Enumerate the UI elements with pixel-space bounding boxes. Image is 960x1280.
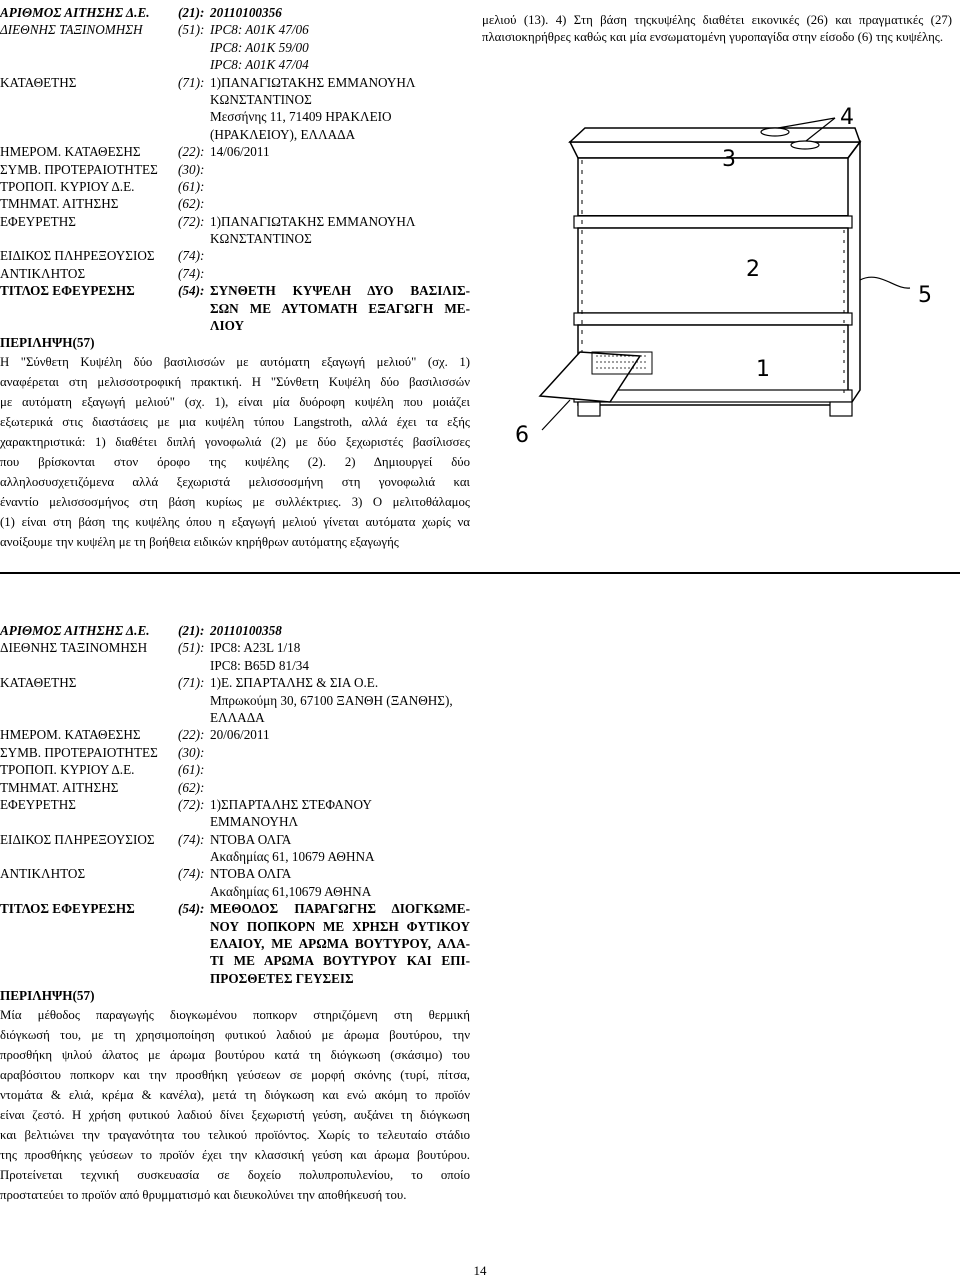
abstract-line: και βελτιώνει την τραγανότητα του τελικού προϊόντος. Χωρίς το τελευταίο στάδιο bbox=[0, 1127, 470, 1142]
ipc-code: (51): bbox=[178, 640, 205, 656]
priority-row bbox=[0, 744, 470, 761]
title-label: ΤΙΤΛΟΣ ΕΦΕΥΡΕΣΗΣ bbox=[0, 283, 135, 299]
inventor-code: (72): bbox=[178, 213, 205, 229]
abstract-continued: μελιού (13). 4) Στη βάση τηςκυψέλης διαθέτει εικονικές (26) και πραγματικές (27) πλαισιοκηρήθρες καθώς και μία ενσωματομένη γυροπαγίδα στην είσοδο (6) της κυψέλης. bbox=[482, 13, 952, 44]
figure-label-2: 2 bbox=[746, 257, 760, 282]
figure-label-4: 4 bbox=[840, 105, 854, 130]
amendment-row bbox=[0, 178, 470, 195]
representative-code: (74): bbox=[178, 866, 205, 882]
applicant-row bbox=[0, 74, 470, 91]
abstract-heading: ΠΕΡΙΛΗΨΗ(57) bbox=[0, 988, 95, 1004]
applicant-line: Μεσσήνης 11, 71409 ΗΡΑΚΛΕΙΟ bbox=[210, 109, 392, 125]
ipc-row bbox=[0, 21, 470, 38]
applicant-line: 1)ΠΑΝΑΓΙΩΤΑΚΗΣ ΕΜΜΑΝΟΥΗΛ bbox=[210, 74, 416, 90]
representative-label: ΑΝΤΙΚΛΗΤΟΣ bbox=[0, 265, 86, 281]
ipc-row bbox=[0, 639, 470, 656]
record-2 bbox=[0, 622, 470, 1205]
title-line: ΕΛΑΙΟΥ, ΜΕ ΑΡΩΜΑ ΒΟΥΤΥΡΟΥ, ΑΛΑ- bbox=[210, 936, 470, 952]
abstract-line: προσθήκη ψιλού άλατος με άρωμα βουτύρου κατά τη διόγκωση (σκάσιμο) του bbox=[0, 1047, 470, 1062]
applicant-line: Μπρωκούμη 30, 67100 ΞΑΝΘΗ (ΞΑΝΘΗΣ), bbox=[210, 692, 453, 708]
applicant-line: ΚΩΝΣΤΑΝΤΙΝΟΣ bbox=[210, 91, 312, 107]
representative-label: ΑΝΤΙΚΛΗΤΟΣ bbox=[0, 866, 86, 882]
attorney-code: (74): bbox=[178, 831, 205, 847]
abstract-line: χαρακτηριστικά: 1) διαθέτει διπλή γονοφωλιά (2) με δύο ξεχωριστές βασίλισσες bbox=[0, 434, 470, 449]
amendment-label: ΤΡΟΠΟΠ. ΚΥΡΙΟΥ Δ.Ε. bbox=[0, 178, 135, 194]
priority-label: ΣΥΜΒ. ΠΡΟΤΕΡΑΙΟΤΗΤΕΣ bbox=[0, 161, 158, 177]
title-code: (54): bbox=[178, 283, 205, 299]
ipc-value: IPC8: A23L 1/18 bbox=[210, 640, 301, 656]
attorney-line: ΝΤΟΒΑ ΟΛΓΑ bbox=[210, 831, 292, 847]
attorney-row bbox=[0, 831, 470, 848]
applicant-code: (71): bbox=[178, 675, 205, 691]
applicant-line: 1)Ε. ΣΠΑΡΤΑΛΗΣ & ΣΙΑ Ο.Ε. bbox=[210, 675, 379, 691]
priority-code: (30): bbox=[178, 161, 205, 177]
inventor-label: ΕΦΕΥΡΕΤΗΣ bbox=[0, 213, 76, 229]
representative-line: Ακαδημίας 61,10679 ΑΘΗΝΑ bbox=[210, 883, 372, 899]
title-line: ΣΩΝ ΜΕ ΑΥΤΟΜΑΤΗ ΕΞΑΓΩΓΗ ΜΕ- bbox=[210, 300, 470, 316]
separator-line bbox=[0, 572, 960, 574]
representative-line: ΝΤΟΒΑ ΟΛΓΑ bbox=[210, 866, 292, 882]
abstract-line: (1) είναι στη βάση της κυψέλης όπου η εξαγωγή μελιού γίνεται αυτόματα χωρίς να bbox=[0, 514, 470, 529]
abstract-line: που βρίσκονται στον όροφο της κυψέλης (2). 2) Δημιουργεί δύο bbox=[0, 454, 470, 469]
application-no-value: 20110100358 bbox=[210, 623, 282, 638]
applicant-label: ΚΑΤΑΘΕΤΗΣ bbox=[0, 675, 77, 691]
inventor-row bbox=[0, 796, 470, 813]
inventor-code: (72): bbox=[178, 796, 205, 812]
abstract-heading: ΠΕΡΙΛΗΨΗ(57) bbox=[0, 335, 95, 351]
filing-date-code: (22): bbox=[178, 144, 205, 160]
inventor-line: ΕΜΜΑΝΟΥΗΛ bbox=[210, 814, 299, 830]
abstract-body bbox=[0, 352, 470, 552]
abstract-line: διόγκωσή του, με τη χρησιμοποίηση φυτικού λαδιού με άρωμα βουτύρου, την bbox=[0, 1027, 470, 1042]
filing-date-row bbox=[0, 726, 470, 743]
filing-date-label: ΗΜΕΡΟΜ. ΚΑΤΑΘΕΣΗΣ bbox=[0, 144, 141, 160]
filing-date-code: (22): bbox=[178, 727, 205, 743]
abstract-line: αναφέρεται στη μελισσοτροφική πρακτική. Η "Σύνθετη Κυψέλη δύο βασιλισσών bbox=[0, 374, 470, 389]
applicant-line: (ΗΡΑΚΛΕΙΟΥ), ΕΛΛΑΔΑ bbox=[210, 126, 356, 142]
inventor-label: ΕΦΕΥΡΕΤΗΣ bbox=[0, 796, 76, 812]
abstract-line: με αυτόματη εξαγωγή μελιού" (σχ. 1), είναι μία δυόροφη κυψέλη που μοιάζει bbox=[0, 394, 470, 409]
attorney-line: Ακαδημίας 61, 10679 ΑΘΗΝΑ bbox=[210, 849, 375, 865]
applicant-label: ΚΑΤΑΘΕΤΗΣ bbox=[0, 74, 77, 90]
abstract-line: προστατεύει το προϊόν από θρυμματισμό και διευκολύνει την αποθήκευσή του. bbox=[0, 1187, 407, 1202]
priority-row bbox=[0, 161, 470, 178]
ipc-value: IPC8: A01K 47/04 bbox=[210, 57, 309, 73]
ipc-value: IPC8: A01K 47/06 bbox=[210, 22, 309, 38]
title-row bbox=[0, 900, 470, 917]
abstract-line: Η "Σύνθετη Κυψέλη δύο βασιλισσών με αυτόματη εξαγωγή μελιού" (σχ. 1) bbox=[0, 354, 470, 369]
attorney-label: ΕΙΔΙΚΟΣ ΠΛΗΡΕΞΟΥΣΙΟΣ bbox=[0, 831, 155, 847]
inventor-line: 1)ΣΠΑΡΤΑΛΗΣ ΣΤΕΦΑΝΟΥ bbox=[210, 796, 372, 812]
representative-row bbox=[0, 865, 470, 882]
ipc-value: IPC8: A01K 59/00 bbox=[210, 39, 309, 55]
title-line: ΜΕΘΟΔΟΣ ΠΑΡΑΓΩΓΗΣ ΔΙΟΓΚΩΜΕ- bbox=[210, 901, 470, 917]
attorney-label: ΕΙΔΙΚΟΣ ΠΛΗΡΕΞΟΥΣΙΟΣ bbox=[0, 248, 155, 264]
application-no-label: ΑΡΙΘΜΟΣ ΑΙΤΗΣΗΣ Δ.Ε. bbox=[0, 623, 150, 638]
representative-code: (74): bbox=[178, 265, 205, 281]
abstract-line: αλληλοσυσχετιζόμενα αλλά ξεχωριστά μελισσοσμήνη στη γονοφωλιά και bbox=[0, 474, 470, 489]
abstract-line: ανοίξουμε την κυψέλη με τη βοήθεια ειδικών κηρήθρων αυτόματης εξαγωγής bbox=[0, 534, 399, 549]
title-code: (54): bbox=[178, 901, 205, 917]
title-line: ΣΥΝΘΕΤΗ ΚΥΨΕΛΗ ΔΥΟ ΒΑΣΙΛΙΣ- bbox=[210, 283, 470, 299]
figure-label-3: 3 bbox=[722, 147, 736, 172]
abstract-line: Μία μέθοδος παραγωγής διογκωμένου ποπκορν στηριζόμενη στη θερμική bbox=[0, 1007, 470, 1022]
filing-date-row bbox=[0, 143, 470, 160]
title-line: ΤΙ ΜΕ ΑΡΩΜΑ ΒΟΥΤΥΡΟΥ ΚΑΙ ΕΠΙ- bbox=[210, 953, 470, 969]
title-row bbox=[0, 282, 470, 299]
abstract-line: της προσθήκης γεύσεων το προϊόν έχει την κλασσική γεύση και άρωμα βουτύρου. bbox=[0, 1147, 470, 1162]
ipc-code: (51): bbox=[178, 22, 205, 38]
priority-label: ΣΥΜΒ. ΠΡΟΤΕΡΑΙΟΤΗΤΕΣ bbox=[0, 744, 158, 760]
filing-date-label: ΗΜΕΡΟΜ. ΚΑΤΑΘΕΣΗΣ bbox=[0, 727, 141, 743]
attorney-code: (74): bbox=[178, 248, 205, 264]
applicant-code: (71): bbox=[178, 74, 205, 90]
applicant-line: ΕΛΛΑΔΑ bbox=[210, 709, 265, 725]
application-no-code: (21): bbox=[178, 5, 205, 20]
title-line: ΛΙΟΥ bbox=[210, 318, 245, 334]
divisional-code: (62): bbox=[178, 779, 205, 795]
abstract-line: είναι ζεστό. Η χρήση φυτικού λαδιού δίνει ξεχωριστή γεύση, αυξάνει τη διόγκωση bbox=[0, 1107, 470, 1122]
title-line: ΝΟΥ ΠΟΠΚΟΡΝ ΜΕ ΧΡΗΣΗ ΦΥΤΙΚΟΥ bbox=[210, 918, 470, 934]
filing-date-value: 20/06/2011 bbox=[210, 727, 270, 743]
representative-row bbox=[0, 265, 470, 282]
abstract-line: Προτείνεται τεχνική συσκευασία σε δοχείο πολυπροπυλενίου, το οποίο bbox=[0, 1167, 470, 1182]
title-label: ΤΙΤΛΟΣ ΕΦΕΥΡΕΣΗΣ bbox=[0, 901, 135, 917]
title-line: ΠΡΟΣΘΕΤΕΣ ΓΕΥΣΕΙΣ bbox=[210, 970, 354, 986]
inventor-line: 1)ΠΑΝΑΓΙΩΤΑΚΗΣ ΕΜΜΑΝΟΥΗΛ bbox=[210, 213, 416, 229]
ipc-label: ΔΙΕΘΝΗΣ ΤΑΞΙΝΟΜΗΣΗ bbox=[0, 640, 148, 656]
application-no-row bbox=[0, 4, 470, 21]
divisional-row bbox=[0, 195, 470, 212]
abstract-line: εξωτερικά στις διαστάσεις με μια κυψέλη τύπου Langstroth, αλλά έχει τα εξής bbox=[0, 414, 470, 429]
abstract-line: έναντίο μελισσοσμήνος στη βάση κυρίως με συλλέκτριες. 3) Ο μελιτοθάλαμος bbox=[0, 494, 470, 509]
figure-label-5: 5 bbox=[918, 283, 932, 308]
application-no-label: ΑΡΙΘΜΟΣ ΑΙΤΗΣΗΣ Δ.Ε. bbox=[0, 5, 150, 20]
divisional-row bbox=[0, 779, 470, 796]
divisional-code: (62): bbox=[178, 196, 205, 212]
figure-label-1: 1 bbox=[756, 357, 770, 382]
ipc-label: ΔΙΕΘΝΗΣ ΤΑΞΙΝΟΜΗΣΗ bbox=[0, 22, 143, 38]
page-number: 14 bbox=[473, 1263, 487, 1278]
amendment-row bbox=[0, 761, 470, 778]
application-no-row bbox=[0, 622, 470, 639]
abstract-line: αραβόσιτου ποπκορν και την προσθήκη γεύσεων σε μορφή σκόνης (τυρί, πίτσα, bbox=[0, 1067, 470, 1082]
amendment-code: (61): bbox=[178, 178, 205, 194]
ipc-value: IPC8: B65D 81/34 bbox=[210, 657, 309, 673]
figure-label-6: 6 bbox=[515, 423, 529, 448]
amendment-label: ΤΡΟΠΟΠ. ΚΥΡΙΟΥ Δ.Ε. bbox=[0, 762, 135, 778]
amendment-code: (61): bbox=[178, 762, 205, 778]
applicant-row bbox=[0, 674, 470, 691]
divisional-label: ΤΜΗΜΑΤ. ΑΙΤΗΣΗΣ bbox=[0, 779, 119, 795]
attorney-row bbox=[0, 247, 470, 264]
inventor-row bbox=[0, 213, 470, 230]
priority-code: (30): bbox=[178, 744, 205, 760]
divisional-label: ΤΜΗΜΑΤ. ΑΙΤΗΣΗΣ bbox=[0, 196, 119, 212]
abstract-line: ντομάτα & ελιά, κρέμα & κανέλα), μετά τη διόγκωση και ενώ ακόμη το προϊόν bbox=[0, 1087, 470, 1102]
inventor-line: ΚΩΝΣΤΑΝΤΙΝΟΣ bbox=[210, 231, 312, 247]
abstract-body bbox=[0, 1005, 470, 1205]
application-no-value: 20110100356 bbox=[210, 5, 282, 20]
application-no-code: (21): bbox=[178, 623, 205, 638]
filing-date-value: 14/06/2011 bbox=[210, 144, 270, 160]
beehive-figure bbox=[500, 90, 960, 448]
